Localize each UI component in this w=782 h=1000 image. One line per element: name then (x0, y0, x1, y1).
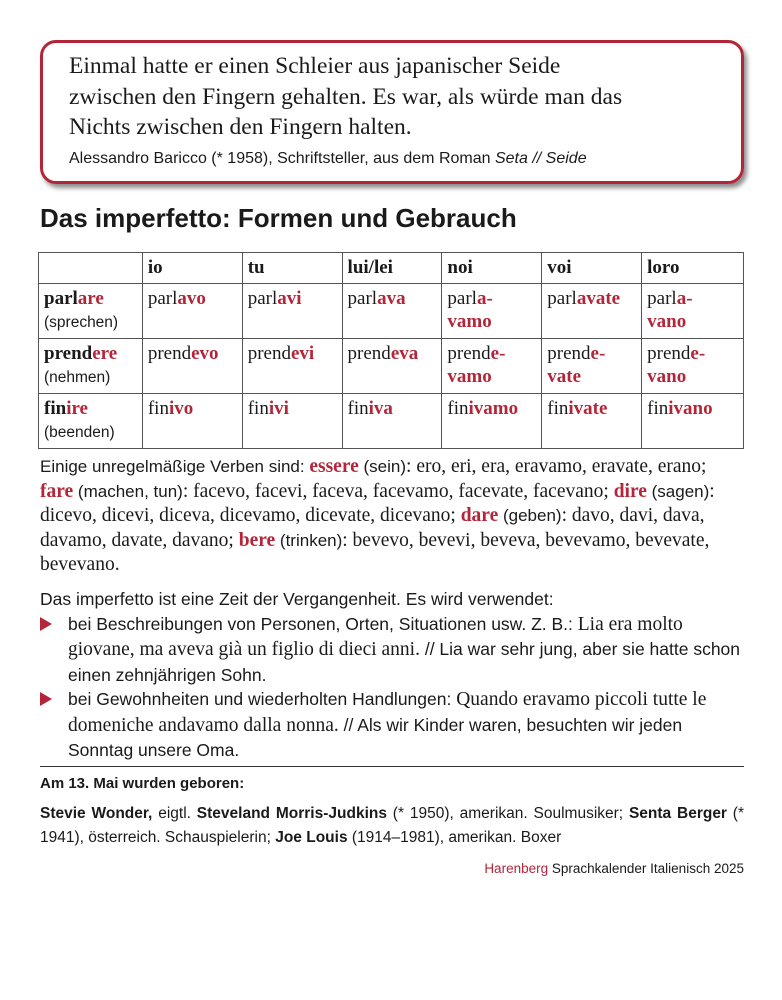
irregular-verb: essere (309, 456, 359, 477)
irregular-verbs-paragraph: Einige unregelmäßige Verben sind: essere (sein): ero, eri, era, eravamo, eravate, erano; fare (machen, tun): facevo, facevi, faceva, facevamo, facevate, facevano; dire (sagen): dicevo, dicevi, diceva, dicevamo, dicevate, dicevano; dare (geben): davo, davi, dava, davamo, davate, davano; bere (trinken): bevevo, bevevi, beveva, bevevamo, bevevate, bevevano. (40, 456, 715, 575)
table-header-cell (39, 253, 143, 284)
usage-intro: Das imperfetto ist eine Zeit der Vergangenheit. Es wird verwendet: (40, 589, 554, 609)
irregular-verb: fare (40, 480, 74, 502)
calendar-title: Sprachkalender Italienisch 2025 (548, 861, 744, 876)
verb-cell (39, 339, 143, 394)
form-cell: parlavo (142, 284, 242, 339)
table-row (39, 284, 744, 339)
form-cell: parla- vamo (442, 284, 542, 339)
table-header-cell: voi (542, 253, 642, 284)
verb-ending: ire (66, 398, 88, 419)
form-cell: prendeva (342, 339, 442, 394)
verb-translation: (sprechen) (44, 314, 119, 331)
verb-ending: ere (92, 343, 118, 364)
person-name: Stevie Wonder, (40, 805, 153, 822)
section-heading: Das imperfetto: Formen und Gebrauch (40, 203, 517, 233)
publisher-name: Harenberg (484, 861, 549, 876)
verb-cell (39, 284, 143, 339)
triangle-bullet-icon (40, 692, 52, 706)
form-cell: finivamo (442, 394, 542, 449)
quote-box (40, 40, 744, 184)
conjugation-table (38, 252, 744, 449)
form-cell: parla- vano (642, 284, 744, 339)
table-header-cell: tu (242, 253, 342, 284)
quote-author: Alessandro Baricco (* 1958), Schriftsteller, aus dem Roman (69, 149, 495, 167)
table-header-cell: io (142, 253, 242, 284)
table-header-row (39, 253, 744, 284)
form-cell: finivano (642, 394, 744, 449)
example-sentence: Quando eravamo piccoli tutte le domeniche andavamo dalla nonna. (68, 689, 707, 736)
births-text: Stevie Wonder, eigtl. Steveland Morris-Judkins (* 1950), amerikan. Soulmusiker; Senta Berger (* 1941), österreich. Schauspielerin; Joe Louis (1914–1981), amerikan. Boxer (40, 805, 744, 846)
form-cell: finivo (142, 394, 242, 449)
verb-cell (39, 394, 143, 449)
births-title: Am 13. Mai wurden geboren: (40, 775, 245, 792)
verb-ending: are (77, 288, 104, 309)
form-cell: parlava (342, 284, 442, 339)
quote-work-title: Seta // Seide (494, 149, 587, 167)
usage-list-item: bei Beschreibungen von Personen, Orten, Situationen usw. Z. B.: Lia era molto giovane, ma aveva già un figlio di dieci anni. // Lia war sehr jung, aber sie hatte schon einen zehnjährigen Sohn. (40, 612, 746, 688)
table-row (39, 394, 744, 449)
form-cell: finivi (242, 394, 342, 449)
table-header-cell: loro (642, 253, 744, 284)
irregular-verb: dare (460, 505, 499, 526)
quote-source (69, 150, 723, 168)
quote-text (69, 51, 723, 143)
person-real-name: Steveland Morris-Judkins (196, 805, 387, 822)
irregular-verb: bere (238, 529, 276, 551)
form-cell: prende- vate (542, 339, 642, 394)
verb-stem: fin (44, 398, 67, 419)
irregular-verb: dire (613, 480, 647, 502)
table-header-cell: noi (442, 253, 542, 284)
quote-line: Nichts zwischen den Fingern halten. (69, 114, 412, 140)
form-cell: prendevi (242, 339, 342, 394)
triangle-bullet-icon (40, 617, 52, 631)
divider (40, 766, 744, 767)
form-cell: parlavi (242, 284, 342, 339)
form-cell: finivate (542, 394, 642, 449)
table-header-cell: lui/lei (342, 253, 442, 284)
example-sentence: Lia era molto giovane, ma aveva già un figlio di dieci anni. (68, 613, 683, 660)
quote-line: zwischen den Fingern gehalten. Es war, als würde man das (69, 83, 623, 110)
verb-translation: (nehmen) (44, 369, 111, 386)
form-cell: parlavate (542, 284, 642, 339)
irregular-intro: Einige unregelmäßige Verben sind: (40, 457, 310, 476)
person-name: Senta Berger (628, 805, 727, 822)
form-cell: prende- vano (642, 339, 744, 394)
form-cell: finiva (342, 394, 442, 449)
verb-translation: (beenden) (44, 424, 115, 441)
usage-list-item: bei Gewohnheiten und wiederholten Handlungen: Quando eravamo piccoli tutte le domeniche andavamo dalla nonna. // Als wir Kinder waren, besuchten wir jeden Sonntag unsere Oma. (40, 687, 746, 763)
usage-section (40, 587, 746, 763)
table-row (39, 339, 744, 394)
verb-stem: parl (44, 288, 78, 309)
form-cell: prende- vamo (442, 339, 542, 394)
footer-credit (484, 861, 744, 876)
form-cell: prendevo (142, 339, 242, 394)
person-name: Joe Louis (275, 829, 348, 846)
quote-line: Einmal hatte er einen Schleier aus japanischer Seide (69, 53, 561, 79)
verb-stem: prend (44, 343, 93, 364)
